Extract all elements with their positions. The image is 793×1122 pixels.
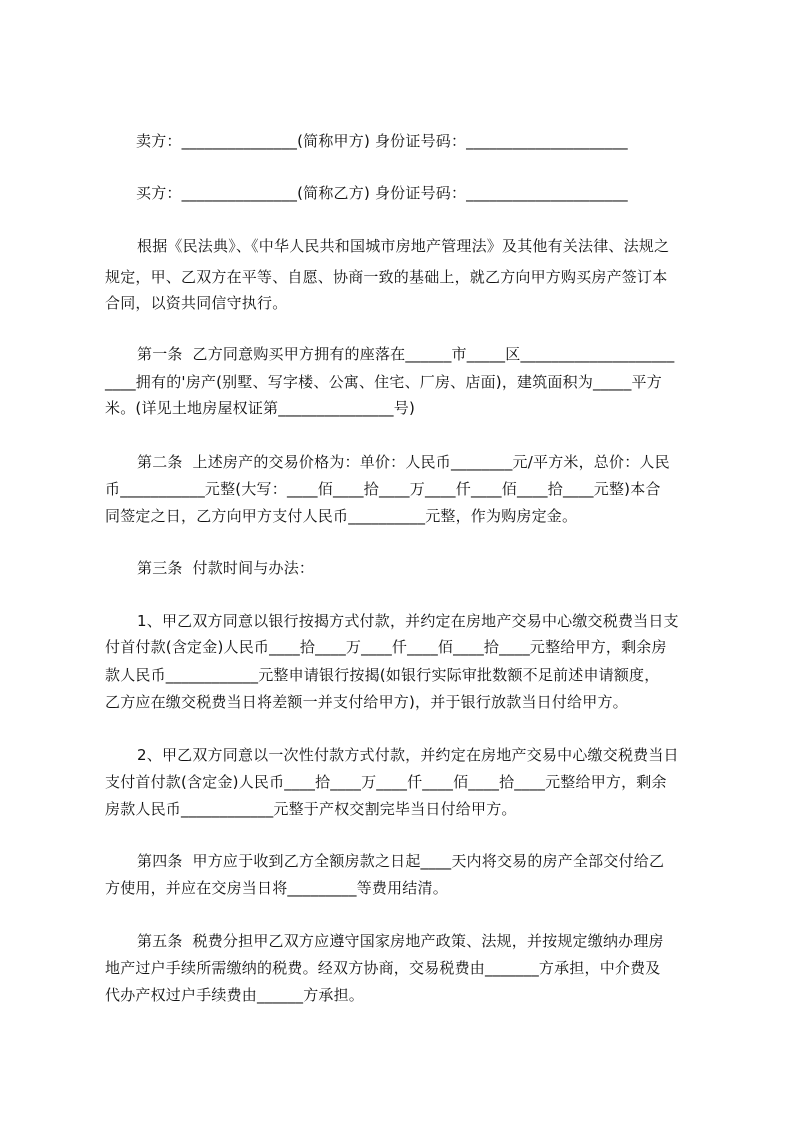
article-4-line-1: 第四条 甲方应于收到乙方全额房款之日起____天内将交易的房产全部交付给乙 <box>137 852 665 870</box>
article-3-item-2-line-1: 2、甲乙双方同意以一次性付款方式付款，并约定在房地产交易中心缴交税费当日 <box>137 746 679 764</box>
article-3-item-1-line-4: 乙方应在缴交税费当日将差额一并支付给甲方)，并于银行放款当日付给甲方。 <box>105 693 628 711</box>
article-3-item-2-line-2: 支付首付款(含定金)人民币____拾____万____仟____佰____拾____元整给甲方，剩余 <box>105 773 667 791</box>
article-5-line-1: 第五条 税费分担甲乙双方应遵守国家房地产政策、法规，并按规定缴纳办理房 <box>137 932 664 950</box>
preamble-line-3: 合同，以资共同信守执行。 <box>105 294 288 312</box>
article-1-line-2: ____拥有的'房产(别墅、写字楼、公寓、住宅、厂房、店面)，建筑面积为_____平方 <box>105 373 662 391</box>
preamble-line-1: 根据《民法典》、《中华人民共和国城市房地产管理法》及其他有关法律、法规之 <box>137 237 670 255</box>
article-1-line-3: 米。(详见土地房屋权证第_______________号) <box>105 399 416 417</box>
article-3-item-1-line-3: 款人民币____________元整申请银行按揭(如银行实际审批数额不足前述申请额度， <box>105 666 660 684</box>
article-2-line-2: 币___________元整(大写：____佰____拾____万____仟____佰____拾____元整)本合 <box>105 480 661 498</box>
article-5-line-2: 地产过户手续所需缴纳的税费。经双方协商，交易税费由_______方承担，中介费及 <box>105 959 661 977</box>
article-3-item-1-line-1: 1、甲乙双方同意以银行按揭方式付款，并约定在房地产交易中心缴交税费当日支 <box>137 612 679 630</box>
article-2-line-1: 第二条 上述房产的交易价格为：单价：人民币________元/平方米，总价：人民 <box>137 453 670 471</box>
preamble-line-2: 规定，甲、乙双方在平等、自愿、协商一致的基础上，就乙方向甲方购买房产签订本 <box>105 268 668 286</box>
article-3-item-1-line-2: 付首付款(含定金)人民币____拾____万____仟____佰____拾____元整给甲方，剩余房 <box>105 638 667 656</box>
article-4-line-2: 方使用，并应在交房当日将_________等费用结清。 <box>105 879 448 897</box>
article-5-line-3: 代办产权过户手续费由______方承担。 <box>105 986 365 1004</box>
article-3-item-2-line-3: 房款人民币____________元整于产权交割完毕当日付给甲方。 <box>105 800 517 818</box>
article-1-line-1: 第一条 乙方同意购买甲方拥有的座落在______市_____区____________________ <box>137 345 675 363</box>
article-3-title: 第三条 付款时间与办法： <box>137 559 315 577</box>
article-2-line-3: 同签定之日，乙方向甲方支付人民币__________元整，作为购房定金。 <box>105 507 578 525</box>
buyer-line: 买方：_______________(简称乙方) 身份证号码：_____________________ <box>136 184 628 202</box>
seller-line: 卖方：_______________(简称甲方) 身份证号码：_____________________ <box>136 132 628 150</box>
